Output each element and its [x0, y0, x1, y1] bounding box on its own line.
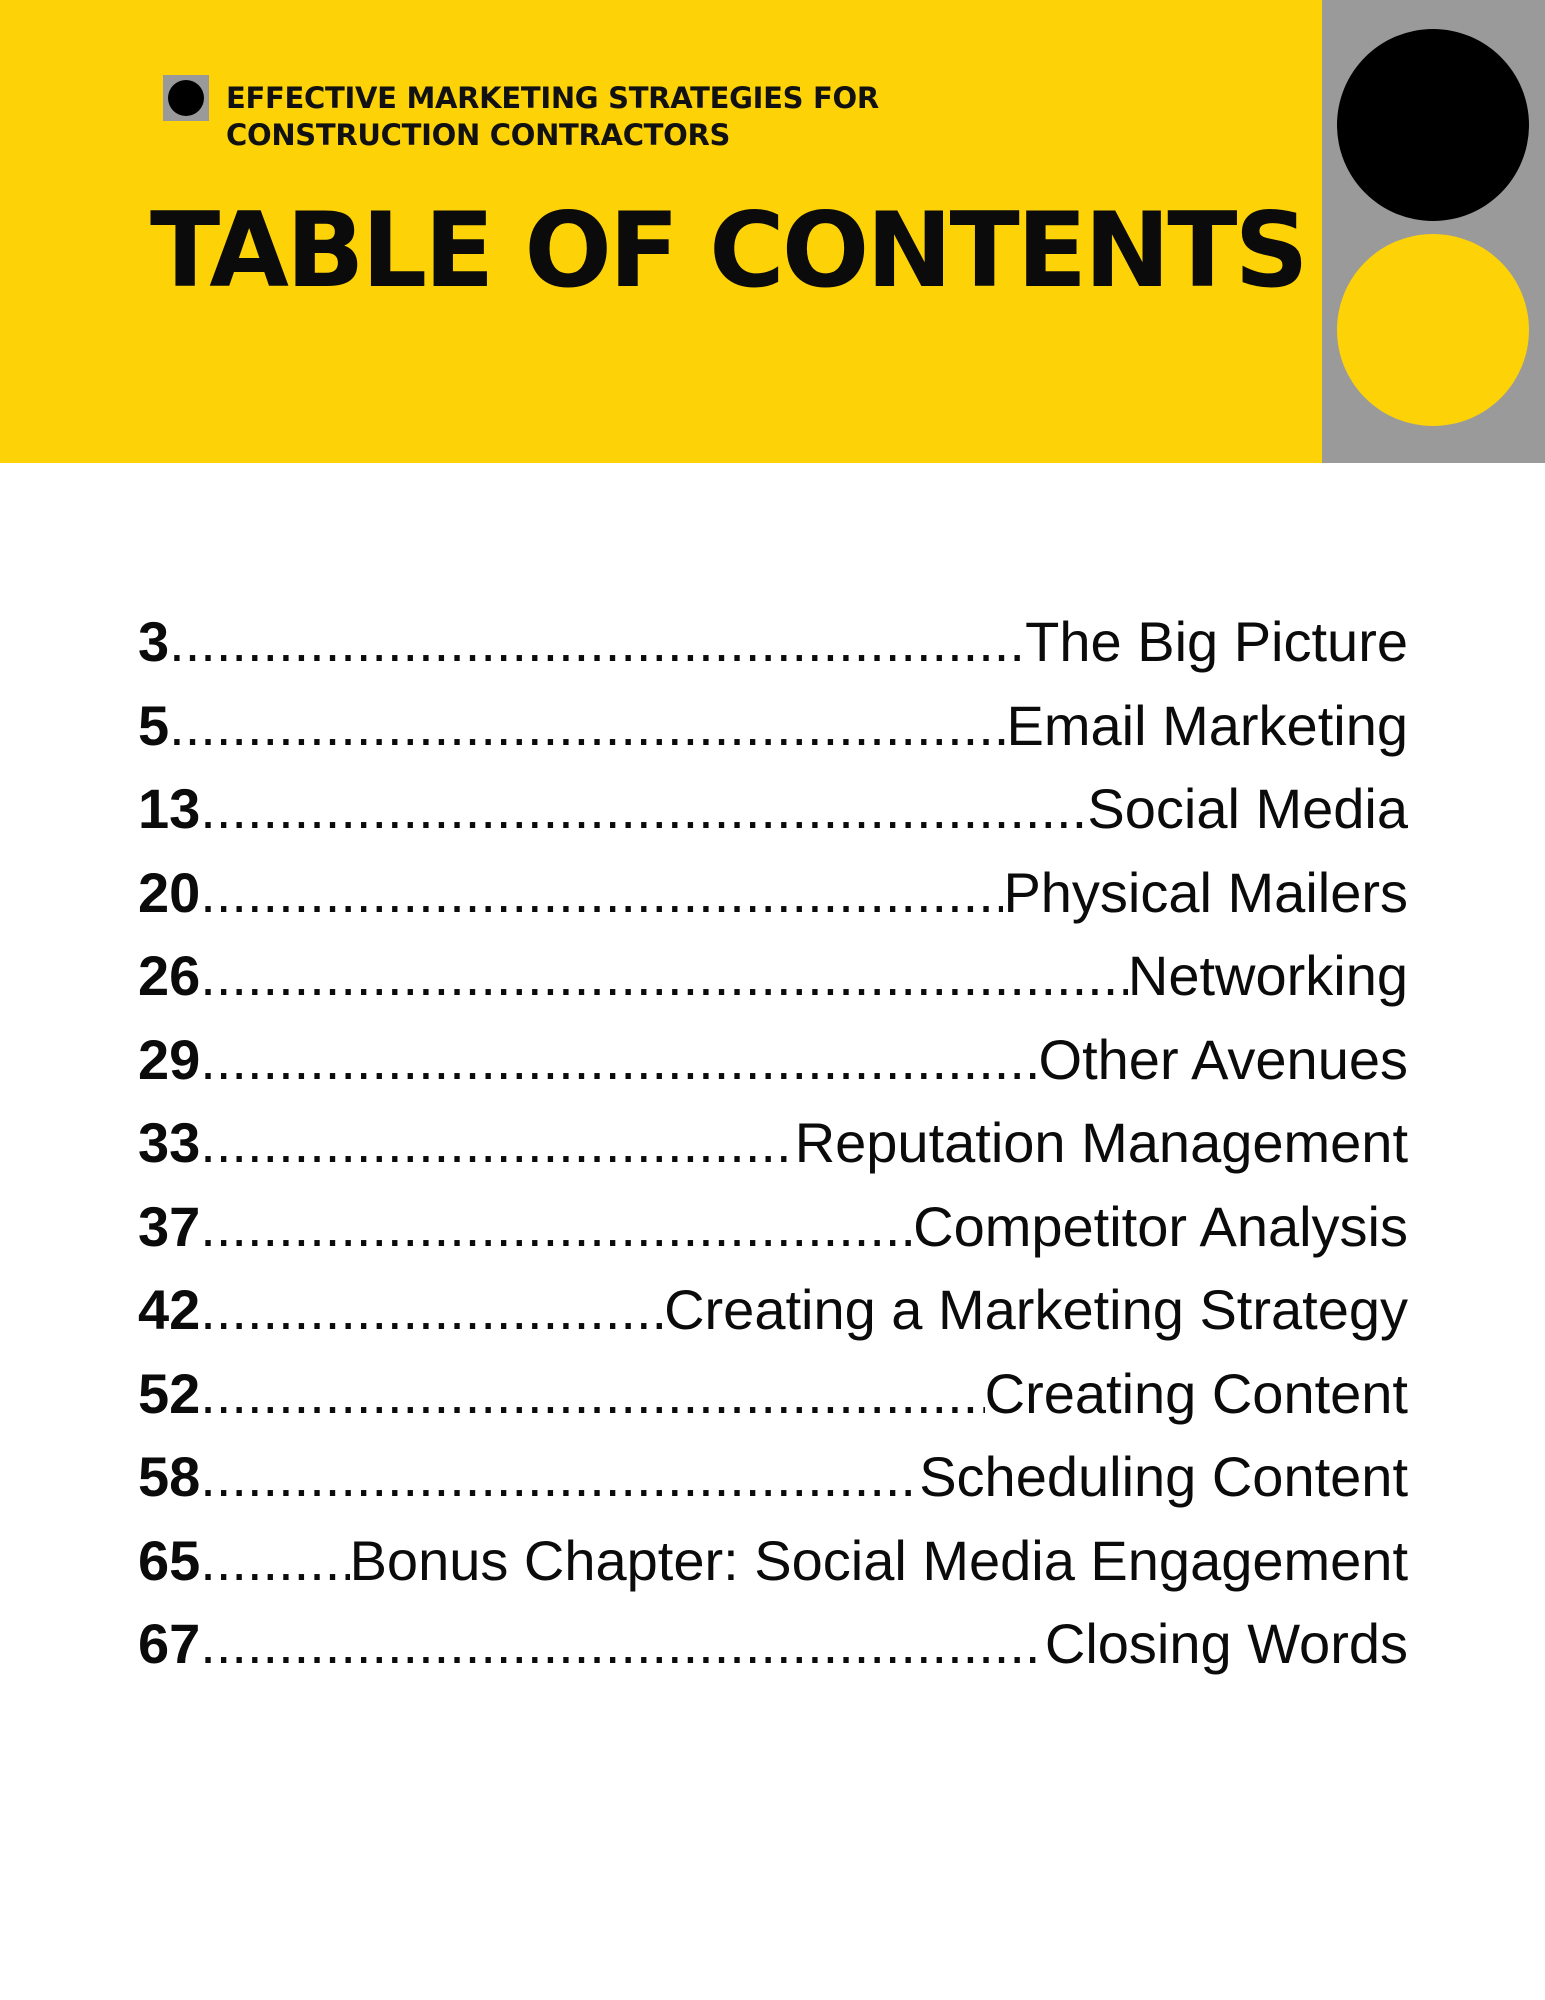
- toc-leader-dots: [200, 1352, 984, 1436]
- toc-entry[interactable]: [138, 684, 1408, 768]
- toc-chapter-title: Social Media: [1087, 777, 1408, 840]
- toc-entry[interactable]: [138, 934, 1408, 1018]
- toc-leader-dots: [200, 1602, 1045, 1686]
- toc-chapter-title: Other Avenues: [1038, 1027, 1408, 1091]
- toc-page-number: 52: [138, 1361, 201, 1425]
- toc-leader-dots: [200, 934, 1128, 1018]
- black-dot-icon: [168, 80, 204, 116]
- toc-page-number: 37: [138, 1194, 201, 1258]
- toc-chapter-title: Networking: [1127, 944, 1408, 1007]
- toc-page-number: 5: [138, 693, 170, 757]
- toc-entry[interactable]: [138, 1519, 1408, 1603]
- toc-entry[interactable]: [138, 1435, 1408, 1519]
- toc-page-number: 29: [138, 1027, 201, 1091]
- toc-entry[interactable]: [138, 1101, 1408, 1185]
- toc-leader-dots: [169, 600, 1025, 684]
- toc-page-number: 20: [138, 860, 201, 924]
- toc-entry[interactable]: [138, 600, 1408, 684]
- toc-entry[interactable]: [138, 767, 1408, 851]
- toc-entry[interactable]: [138, 1352, 1408, 1436]
- toc-chapter-title: Reputation Management: [794, 1111, 1408, 1174]
- toc-page-number: 13: [138, 777, 201, 840]
- toc-entry[interactable]: [138, 1185, 1408, 1269]
- bullet-badge-icon: [163, 75, 209, 121]
- document-subtitle: [226, 80, 986, 154]
- toc-chapter-title: Physical Mailers: [1003, 860, 1408, 924]
- toc-leader-dots: [200, 767, 1087, 851]
- toc-chapter-title: The Big Picture: [1025, 610, 1408, 673]
- toc-leader-dots: [200, 1435, 919, 1519]
- subtitle-line-1: EFFECTIVE MARKETING STRATEGIES FOR: [226, 81, 879, 115]
- toc-page-number: 3: [138, 610, 170, 673]
- toc-page-number: 67: [138, 1612, 201, 1675]
- toc-entry[interactable]: [138, 1268, 1408, 1352]
- toc-entry[interactable]: [138, 1602, 1408, 1686]
- toc-leader-dots: [200, 1018, 1038, 1102]
- toc-page-number: 58: [138, 1445, 201, 1508]
- toc-page-number: 42: [138, 1278, 201, 1341]
- toc-entry[interactable]: [138, 851, 1408, 935]
- toc-leader-dots: [200, 1185, 913, 1269]
- toc-chapter-title: Email Marketing: [1006, 693, 1408, 757]
- toc-chapter-title: Competitor Analysis: [913, 1194, 1408, 1258]
- toc-chapter-title: Scheduling Content: [919, 1445, 1408, 1508]
- toc-entry[interactable]: [138, 1018, 1408, 1102]
- toc-leader-dots: [200, 1101, 794, 1185]
- toc-leader-dots: [200, 1519, 349, 1603]
- toc-chapter-title: Creating Content: [984, 1361, 1408, 1425]
- toc-list: [138, 600, 1408, 1686]
- toc-page-number: 65: [138, 1528, 201, 1592]
- toc-page-number: 26: [138, 944, 201, 1007]
- yellow-circle-decoration: [1337, 234, 1529, 426]
- page-title: TABLE OF CONTENTS: [150, 191, 1306, 311]
- subtitle-line-2: CONSTRUCTION CONTRACTORS: [226, 118, 731, 152]
- black-circle-decoration: [1337, 29, 1529, 221]
- toc-chapter-title: Creating a Marketing Strategy: [664, 1278, 1408, 1341]
- toc-leader-dots: [169, 684, 1006, 768]
- toc-leader-dots: [200, 1268, 664, 1352]
- toc-chapter-title: Closing Words: [1044, 1612, 1408, 1675]
- toc-leader-dots: [200, 851, 1003, 935]
- toc-chapter-title: Bonus Chapter: Social Media Engagement: [349, 1528, 1408, 1592]
- toc-page-number: 33: [138, 1111, 201, 1174]
